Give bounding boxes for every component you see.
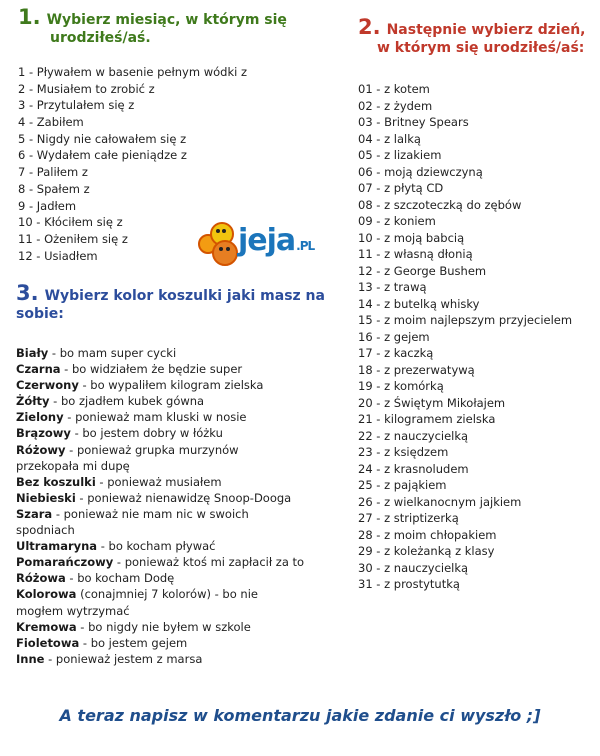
shirt-reason: - bo wypaliłem kilogram zielska [78, 378, 264, 393]
shirt-color-name: Biały [16, 346, 49, 360]
month-heading-line1: Wybierz miesiąc, w którym się [46, 12, 287, 28]
shirt-item [16, 554, 336, 570]
day-list [358, 81, 598, 593]
shirt-reason: - bo kocham pływać [97, 539, 216, 554]
month-item: 3 - Przytulałem się z [18, 98, 135, 113]
day-item: 12 - z George Bushem [358, 263, 487, 278]
shirt-reason: - bo widziałem że będzie super [60, 362, 243, 377]
month-item: 1 - Pływałem w basenie pełnym wódki z [18, 65, 248, 79]
shirt-item [16, 458, 336, 474]
shirt-reason: - ponieważ musiałem [95, 474, 222, 489]
shirt-item [16, 474, 336, 490]
shirt-reason: - bo mam super cycki [48, 346, 177, 360]
logo-suffix: .PL [296, 239, 315, 253]
month-heading-line2: urodziłeś/aś. [50, 30, 151, 46]
shirt-item [16, 635, 336, 651]
shirt-item [16, 619, 336, 635]
shirt-reason: - ponieważ mam kluski w nosie [63, 410, 247, 425]
day-item: 20 - z Świętym Mikołajem [358, 395, 506, 410]
day-item: 25 - z pająkiem [358, 478, 447, 493]
shirt-color-name: Fioletowa [16, 635, 80, 650]
shirt-reason: przekopała mi dupę [16, 458, 130, 473]
day-item: 22 - z nauczycielką [358, 428, 469, 443]
shirt-reason: - bo jestem dobry w łóżku [70, 426, 223, 441]
day-item: 11 - z własną dłonią [358, 247, 473, 262]
jeja-logo [198, 220, 338, 270]
shirt-color-name: Czerwony [16, 378, 79, 393]
shirt-item [16, 522, 336, 538]
shirt-item [16, 506, 336, 522]
month-item: 7 - Paliłem z [18, 165, 88, 180]
shirt-color-name: Zielony [16, 410, 64, 425]
day-item: 09 - z koniem [358, 214, 436, 229]
shirt-item [16, 425, 336, 441]
shirt-reason: - bo zjadłem kubek gówna [49, 394, 205, 409]
shirt-item [16, 586, 336, 602]
month-item: 4 - Zabiłem [18, 115, 84, 130]
shirt-item [16, 570, 336, 586]
day-item: 29 - z koleżanką z klasy [358, 544, 495, 559]
day-item: 05 - z lizakiem [358, 148, 442, 163]
shirt-item [16, 409, 336, 425]
shirt-color-name: Różowa [16, 571, 66, 586]
shirt-heading [16, 281, 336, 323]
shirt-reason: - bo jestem gejem [79, 635, 188, 650]
footer-text: A teraz napisz w komentarzu jakie zdanie ci wyszło ;] [59, 706, 541, 725]
logo-text [238, 224, 314, 263]
shirt-reason: spodniach [16, 523, 75, 538]
shirt-heading-line2: sobie: [16, 306, 64, 322]
shirt-reason: - bo kocham Dodę [65, 571, 175, 586]
day-item: 01 - z kotem [358, 82, 430, 96]
month-item: 10 - Kłóciłem się z [18, 215, 123, 230]
month-item: 11 - Ożeniłem się z [18, 231, 128, 246]
shirt-item [16, 490, 336, 506]
shirt-reason: - ponieważ nienawidzę Snoop-Dooga [75, 490, 292, 505]
month-item: 2 - Musiałem to zrobić z [18, 81, 155, 96]
shirt-item [16, 377, 336, 393]
day-item: 26 - z wielkanocnym jajkiem [358, 494, 522, 509]
shirt-reason: - ponieważ grupka murzynów [65, 442, 239, 457]
month-heading-number: 1. [18, 5, 41, 29]
day-heading [358, 15, 598, 57]
shirt-item [16, 393, 336, 409]
day-heading-line1: Następnie wybierz dzień, [386, 22, 586, 38]
day-heading-number: 2. [358, 15, 381, 39]
shirt-reason: - ponieważ nie mam nic w swoich [52, 506, 249, 521]
day-item: 19 - z komórką [358, 379, 444, 394]
day-heading-line2: w którym się urodziłeś/aś: [377, 40, 585, 56]
day-item: 10 - z moją babcią [358, 230, 465, 245]
month-item: 8 - Spałem z [18, 181, 90, 196]
day-item: 15 - z moim najlepszym przyjecielem [358, 313, 573, 328]
shirt-reason: - bo nigdy nie byłem w szkole [76, 619, 251, 634]
day-item: 04 - z lalką [358, 131, 421, 146]
shirt-color-name: Żółty [16, 394, 50, 409]
month-item: 9 - Jadłem [18, 198, 77, 213]
day-item: 14 - z butelką whisky [358, 296, 480, 311]
shirt-heading-line1: Wybierz kolor koszulki jaki masz na [44, 288, 325, 304]
day-item: 03 - Britney Spears [358, 115, 469, 130]
day-item: 08 - z szczoteczką do zębów [358, 197, 522, 212]
month-item: 12 - Usiadłem [18, 248, 98, 263]
shirt-item [16, 538, 336, 554]
day-item: 30 - z nauczycielką [358, 560, 469, 575]
day-item: 17 - z kaczką [358, 346, 434, 361]
shirt-color-name: Różowy [16, 442, 66, 457]
shirt-color-name: Kolorowa [16, 587, 77, 602]
day-item: 24 - z krasnoludem [358, 461, 469, 476]
day-item: 18 - z prezerwatywą [358, 362, 475, 377]
shirt-color-name: Bez koszulki [16, 474, 96, 489]
shirt-item [16, 345, 336, 361]
day-item: 31 - z prostytutką [358, 577, 460, 592]
shirt-reason: mogłem wytrzymać [16, 603, 130, 618]
day-item: 21 - kilogramem zielska [358, 412, 496, 427]
shirt-item [16, 442, 336, 458]
shirt-item [16, 603, 336, 619]
shirt-heading-number: 3. [16, 281, 39, 305]
day-item: 13 - z trawą [358, 280, 427, 295]
shirt-color-name: Szara [16, 506, 53, 521]
shirt-color-name: Brązowy [16, 426, 71, 441]
shirt-color-name: Ultramaryna [16, 539, 98, 554]
day-item: 28 - z moim chłopakiem [358, 527, 497, 542]
shirt-color-name: Pomarańczowy [16, 555, 114, 570]
month-heading [18, 5, 318, 47]
day-section [358, 15, 598, 593]
shirt-color-name: Niebieski [16, 490, 76, 505]
month-item: 6 - Wydałem całe pieniądze z [18, 148, 187, 163]
day-item: 23 - z księdzem [358, 445, 449, 460]
day-item: 16 - z gejem [358, 329, 430, 344]
day-item: 02 - z żydem [358, 98, 433, 113]
shirt-reason: (conajmniej 7 kolorów) - bo nie [76, 587, 258, 602]
shirt-item [16, 361, 336, 377]
shirt-color-name: Czarna [16, 362, 61, 377]
shirt-reason: - ponieważ ktoś mi zapłacił za to [113, 555, 305, 570]
day-item: 27 - z striptizerką [358, 511, 459, 526]
day-item: 07 - z płytą CD [358, 181, 444, 196]
shirt-item [16, 651, 336, 667]
shirt-color-section [16, 281, 336, 667]
shirt-color-name: Inne [16, 651, 45, 666]
shirt-reason: - ponieważ jestem z marsa [44, 651, 203, 666]
shirt-list [16, 345, 336, 667]
logo-name: jeja [238, 223, 296, 258]
shirt-color-name: Kremowa [16, 619, 77, 634]
month-item: 5 - Nigdy nie całowałem się z [18, 131, 187, 146]
day-item: 06 - moją dziewczyną [358, 164, 483, 179]
